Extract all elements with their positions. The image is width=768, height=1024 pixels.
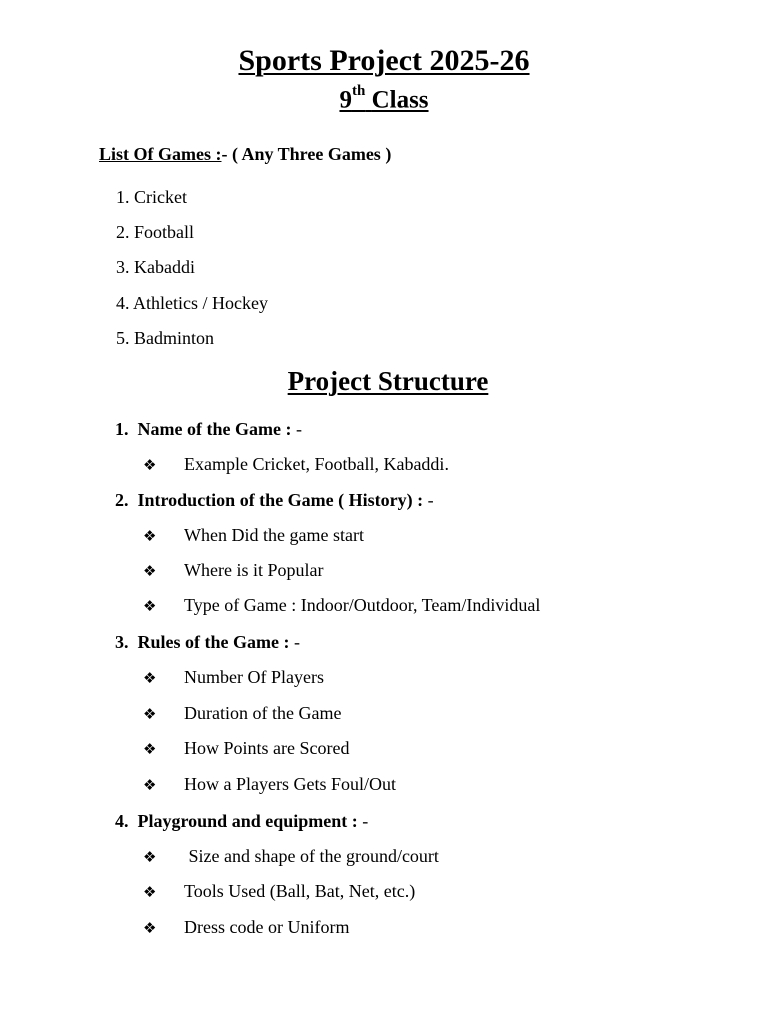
step-number: 3. [115,632,129,652]
structure-bullet [143,454,449,475]
structure-bullet [143,774,396,795]
game-item [116,257,195,278]
game-item-label: Badminton [134,328,214,348]
bullet-text: How a Players Gets Foul/Out [184,774,396,794]
bullet-text: How Points are Scored [184,738,350,758]
section-title: Project Structure [287,366,489,396]
structure-bullet [143,917,349,938]
structure-bullet [143,881,415,902]
diamond-bullet-icon: ❖ [143,527,157,545]
page-title: Sports Project 2025-26 [238,44,530,77]
structure-step [115,811,368,832]
game-item-label: Football [134,222,195,242]
structure-step [115,419,302,440]
game-item [116,222,194,243]
game-item-number: 5. [116,328,130,348]
step-number: 1. [115,419,129,439]
class-word: Class [371,86,429,114]
game-item-label: Kabaddi [134,257,195,277]
bullet-text: Example Cricket, Football, Kabaddi. [184,454,449,474]
bullet-text: Tools Used (Ball, Bat, Net, etc.) [184,881,416,901]
bullet-text: Size and shape of the ground/court [184,846,439,866]
class-suffix: th [351,83,366,99]
game-item-label: Cricket [134,187,187,207]
structure-bullet [143,846,439,867]
diamond-bullet-icon: ❖ [143,883,157,901]
step-suffix: - [357,811,369,831]
diamond-bullet-icon: ❖ [143,776,157,794]
step-number: 2. [115,490,129,510]
structure-bullet [143,667,324,688]
games-heading [99,144,391,165]
step-label: Playground and equipment : [137,811,358,831]
step-label: Introduction of the Game ( History) : [137,490,424,510]
diamond-bullet-icon: ❖ [143,848,157,866]
step-number: 4. [115,811,129,831]
diamond-bullet-icon: ❖ [143,562,157,580]
bullet-text: Number Of Players [184,667,324,687]
class-subtitle [0,83,768,114]
bullet-text: Type of Game : Indoor/Outdoor, Team/Individual [184,595,541,615]
diamond-bullet-icon: ❖ [143,740,157,758]
games-heading-note: - ( Any Three Games ) [221,144,392,164]
bullet-text: Duration of the Game [184,703,342,723]
class-number: 9 [339,86,352,114]
step-label: Name of the Game : [137,419,292,439]
structure-step [115,490,434,511]
diamond-bullet-icon: ❖ [143,669,157,687]
bullet-text: When Did the game start [184,525,364,545]
game-item-number: 3. [116,257,130,277]
diamond-bullet-icon: ❖ [143,919,157,937]
game-item-number: 1. [116,187,130,207]
diamond-bullet-icon: ❖ [143,705,157,723]
diamond-bullet-icon: ❖ [143,597,157,615]
games-heading-label: List Of Games : [99,144,222,164]
bullet-text: Dress code or Uniform [184,917,350,937]
game-item [116,328,214,349]
structure-bullet [143,525,364,546]
diamond-bullet-icon: ❖ [143,456,157,474]
step-suffix: - [291,419,302,439]
structure-bullet [143,595,540,616]
step-suffix: - [423,490,434,510]
structure-bullet [143,560,323,581]
game-item [116,293,268,314]
step-label: Rules of the Game : [137,632,290,652]
structure-bullet [143,738,349,759]
bullet-text: Where is it Popular [184,560,324,580]
step-suffix: - [289,632,300,652]
structure-bullet [143,703,341,724]
game-item-number: 2. [116,222,130,242]
structure-step [115,632,300,653]
game-item [116,187,187,208]
game-item-label: Athletics / Hockey [133,293,268,313]
game-item-number: 4. [116,293,130,313]
